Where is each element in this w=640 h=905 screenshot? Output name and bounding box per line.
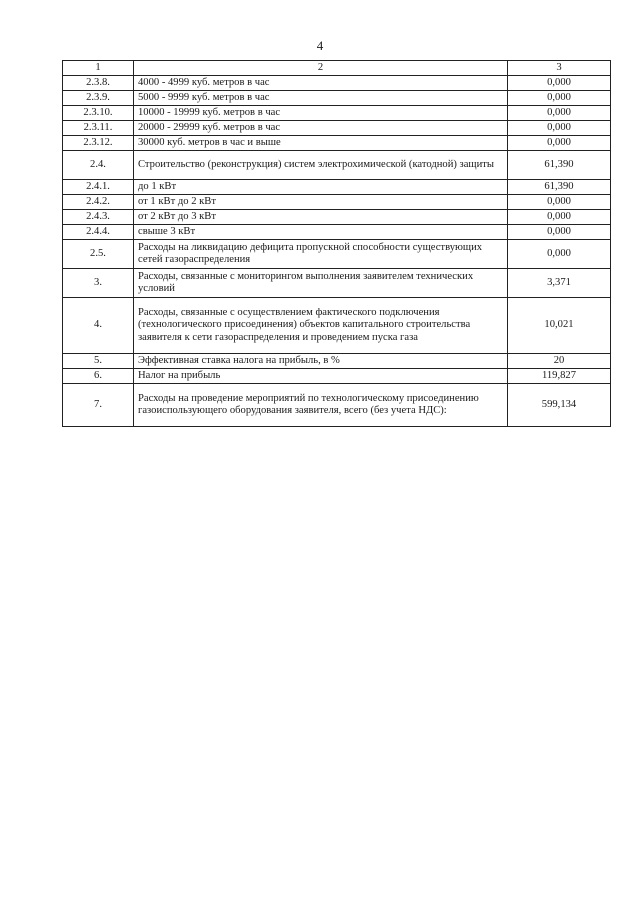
table-row [63, 179, 611, 194]
row-value-cell: 0,000 [508, 224, 611, 239]
row-number-cell: 7. [63, 383, 134, 426]
row-number-cell: 3. [63, 268, 134, 297]
row-name-cell: до 1 кВт [134, 179, 508, 194]
row-number-cell: 4. [63, 297, 134, 353]
table-row [63, 105, 611, 120]
table-row [63, 224, 611, 239]
table-row [63, 194, 611, 209]
row-number-cell: 2.3.8. [63, 75, 134, 90]
row-name-cell: 5000 - 9999 куб. метров в час [134, 90, 508, 105]
row-value-cell: 0,000 [508, 120, 611, 135]
row-value-cell: 20 [508, 353, 611, 368]
row-value-cell: 0,000 [508, 90, 611, 105]
table-row [63, 209, 611, 224]
row-value-cell: 0,000 [508, 239, 611, 268]
row-name-cell: 4000 - 4999 куб. метров в час [134, 75, 508, 90]
table-row [63, 239, 611, 268]
row-name-cell: Расходы на ликвидацию дефицита пропускной способности существующих сетей газораспределения [134, 239, 508, 268]
table-row [63, 383, 611, 426]
row-name-cell: свыше 3 кВт [134, 224, 508, 239]
row-value-cell: 119,827 [508, 368, 611, 383]
row-number-cell: 2.4.1. [63, 179, 134, 194]
row-name-cell: от 1 кВт до 2 кВт [134, 194, 508, 209]
table-row [63, 297, 611, 353]
row-number-cell: 5. [63, 353, 134, 368]
tariff-table [62, 60, 611, 427]
table-row [63, 353, 611, 368]
row-value-cell: 0,000 [508, 105, 611, 120]
row-number-cell: 2.4.3. [63, 209, 134, 224]
row-value-cell: 61,390 [508, 150, 611, 179]
row-number-cell: 2.3.10. [63, 105, 134, 120]
header-cell: 1 [63, 61, 134, 76]
row-name-cell: Эффективная ставка налога на прибыль, в % [134, 353, 508, 368]
row-value-cell: 0,000 [508, 209, 611, 224]
row-value-cell: 0,000 [508, 135, 611, 150]
table-row [63, 368, 611, 383]
row-number-cell: 2.3.11. [63, 120, 134, 135]
row-number-cell: 2.3.12. [63, 135, 134, 150]
row-number-cell: 2.5. [63, 239, 134, 268]
row-name-cell: Строительство (реконструкция) систем электрохимической (катодной) защиты [134, 150, 508, 179]
table-row [63, 120, 611, 135]
row-name-cell: Налог на прибыль [134, 368, 508, 383]
row-number-cell: 2.3.9. [63, 90, 134, 105]
row-number-cell: 2.4.4. [63, 224, 134, 239]
row-name-cell: 30000 куб. метров в час и выше [134, 135, 508, 150]
row-number-cell: 6. [63, 368, 134, 383]
table-row [63, 268, 611, 297]
row-name-cell: Расходы, связанные с осуществлением фактического подключения (технологического присоединения) объектов капитального строительства заявителя к сети газораспределения и проведением пуска газа [134, 297, 508, 353]
table-row [63, 150, 611, 179]
row-value-cell: 0,000 [508, 194, 611, 209]
row-name-cell: от 2 кВт до 3 кВт [134, 209, 508, 224]
row-name-cell: Расходы, связанные с мониторингом выполнения заявителем технических условий [134, 268, 508, 297]
page-number: 4 [316, 38, 324, 53]
table-row [63, 75, 611, 90]
row-value-cell: 599,134 [508, 383, 611, 426]
row-number-cell: 2.4.2. [63, 194, 134, 209]
row-name-cell: 10000 - 19999 куб. метров в час [134, 105, 508, 120]
table-row [63, 90, 611, 105]
row-value-cell: 10,021 [508, 297, 611, 353]
row-value-cell: 3,371 [508, 268, 611, 297]
table-header-row [63, 61, 611, 76]
row-number-cell: 2.4. [63, 150, 134, 179]
row-name-cell: Расходы на проведение мероприятий по технологическому присоединению газоиспользующего оборудования заявителя, всего (без учета НДС): [134, 383, 508, 426]
table-row [63, 135, 611, 150]
row-value-cell: 61,390 [508, 179, 611, 194]
header-cell: 3 [508, 61, 611, 76]
row-name-cell: 20000 - 29999 куб. метров в час [134, 120, 508, 135]
header-cell: 2 [134, 61, 508, 76]
row-value-cell: 0,000 [508, 75, 611, 90]
